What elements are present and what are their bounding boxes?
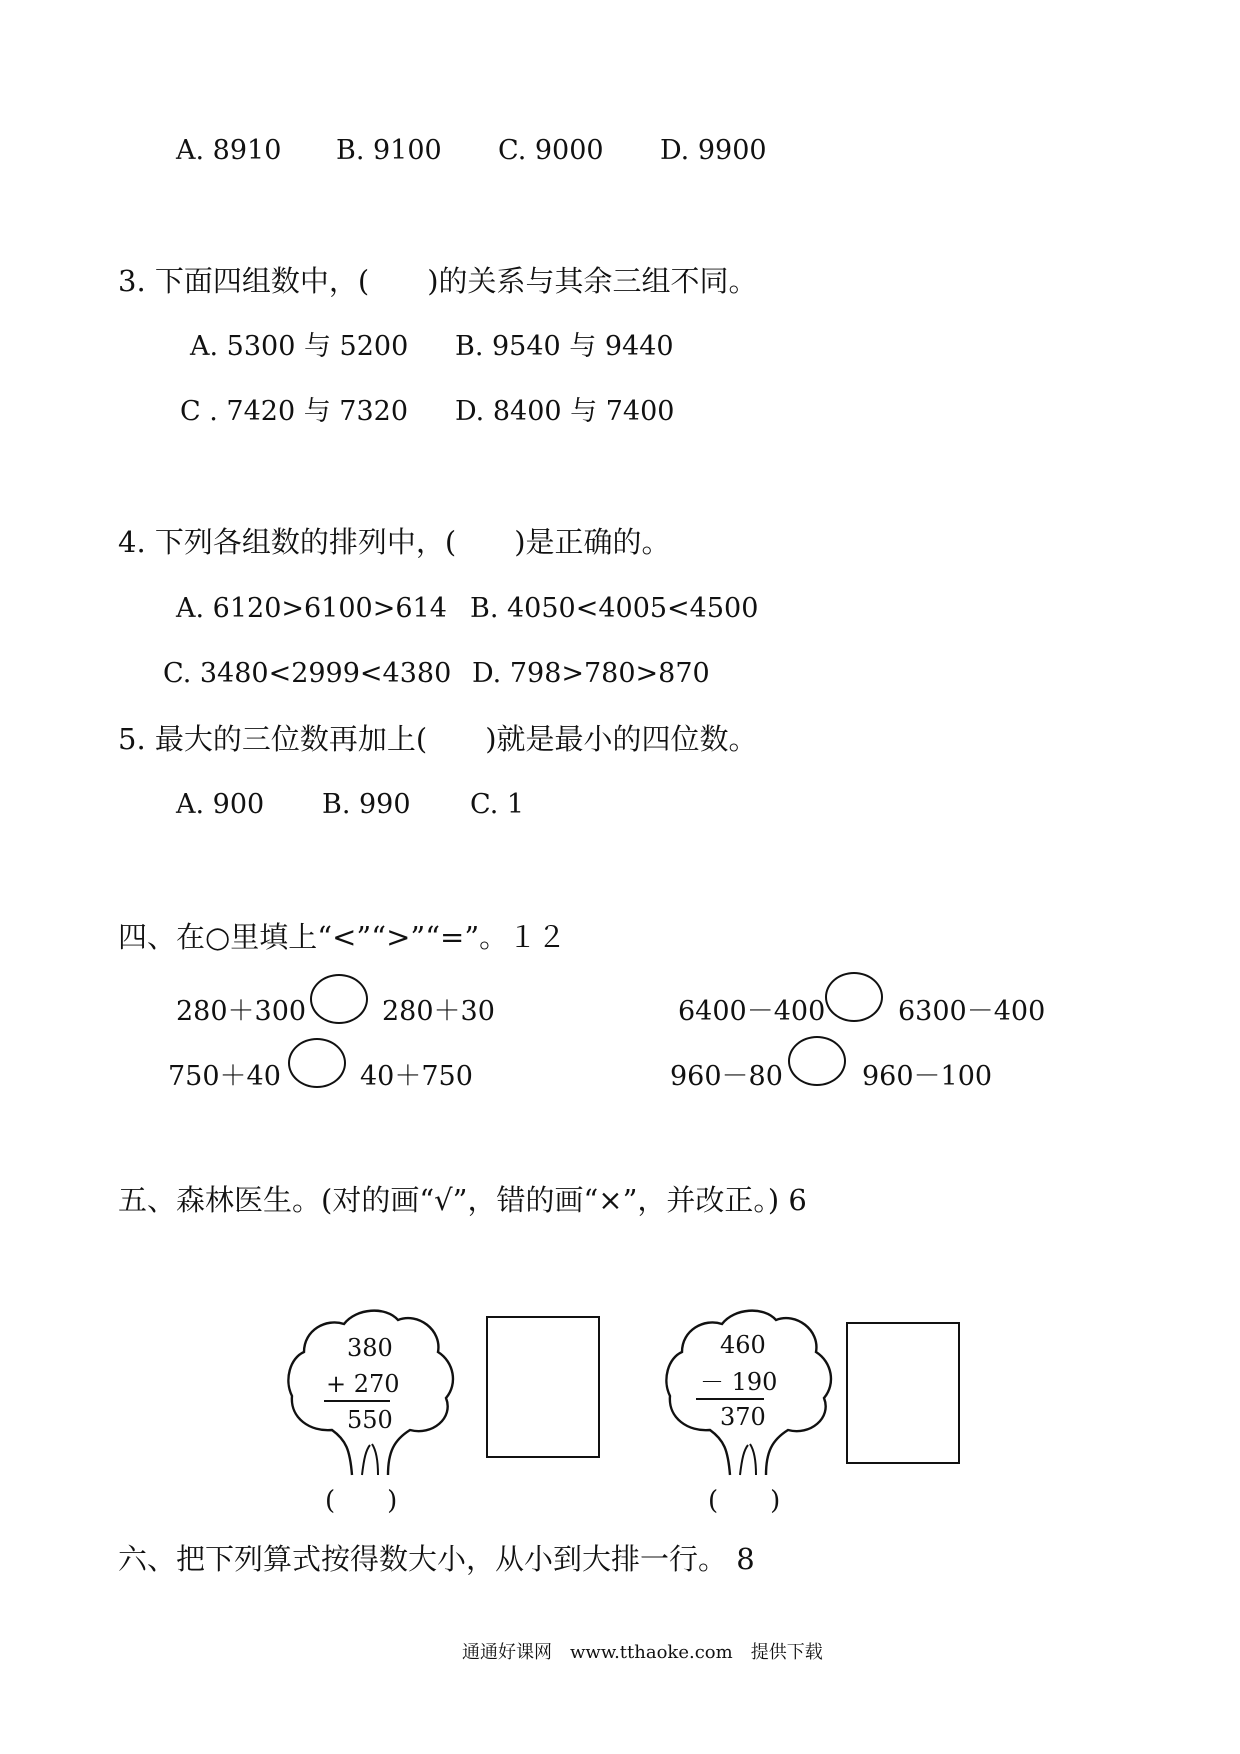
compare-circle-2[interactable] bbox=[825, 972, 883, 1022]
q4-option-a: A. 6120>6100>614 bbox=[176, 593, 447, 624]
tree2-correction-box[interactable] bbox=[846, 1322, 960, 1464]
q2-option-d: D. 9900 bbox=[660, 135, 767, 166]
tree1-result: 550 bbox=[347, 1406, 393, 1434]
compare-circle-4[interactable] bbox=[788, 1036, 846, 1086]
footer-source: 通通好课网 www.tthaoke.com 提供下载 bbox=[462, 1642, 823, 1663]
compare-circle-3[interactable] bbox=[288, 1038, 346, 1088]
tree1-divider bbox=[324, 1400, 390, 1402]
q5-question: 5. 最大的三位数再加上( )就是最小的四位数。 bbox=[118, 722, 758, 756]
q4-option-c: C. 3480<2999<4380 bbox=[163, 658, 452, 689]
compare-circle-1[interactable] bbox=[310, 974, 368, 1024]
tree2-result: 370 bbox=[720, 1403, 766, 1431]
q5-option-a: A. 900 bbox=[176, 789, 265, 820]
tree2-divider bbox=[696, 1398, 764, 1400]
q5-option-c: C. 1 bbox=[470, 789, 525, 820]
section6-heading: 六、把下列算式按得数大小，从小到大排一行。 8 bbox=[118, 1542, 755, 1576]
compare-right-4: 960－100 bbox=[862, 1061, 993, 1092]
section4-heading: 四、在○里填上“<”“>”“=”。１２ bbox=[118, 920, 567, 954]
q5-option-b: B. 990 bbox=[322, 789, 411, 820]
q3-option-c: C . 7420 与 7320 bbox=[180, 396, 408, 427]
compare-left-3: 750＋40 bbox=[168, 1061, 281, 1092]
section5-heading: 五、森林医生。(对的画“√”，错的画“×”，并改正。) 6 bbox=[118, 1183, 807, 1217]
q3-question: 3. 下面四组数中，( )的关系与其余三组不同。 bbox=[118, 264, 758, 298]
q2-option-a: A. 8910 bbox=[176, 135, 282, 166]
compare-left-2: 6400－400 bbox=[678, 996, 826, 1027]
q3-option-b: B. 9540 与 9440 bbox=[455, 331, 674, 362]
compare-right-1: 280＋30 bbox=[382, 996, 495, 1027]
compare-right-2: 6300－400 bbox=[898, 996, 1046, 1027]
q3-option-d: D. 8400 与 7400 bbox=[455, 396, 675, 427]
tree1-top-number: 380 bbox=[347, 1334, 393, 1362]
q4-option-d: D. 798>780>870 bbox=[472, 658, 710, 689]
tree1-correction-box[interactable] bbox=[486, 1316, 600, 1458]
tree1-operation: + 270 bbox=[326, 1370, 400, 1398]
q3-option-a: A. 5300 与 5200 bbox=[190, 331, 409, 362]
tree1-judgement-parens[interactable]: ( ) bbox=[325, 1486, 398, 1516]
q4-question: 4. 下列各组数的排列中，( )是正确的。 bbox=[118, 525, 671, 559]
tree2-operation: － 190 bbox=[700, 1368, 778, 1396]
compare-left-4: 960－80 bbox=[670, 1061, 783, 1092]
tree2-top-number: 460 bbox=[720, 1331, 766, 1359]
compare-left-1: 280＋300 bbox=[176, 996, 307, 1027]
q4-option-b: B. 4050<4005<4500 bbox=[470, 593, 759, 624]
q2-option-c: C. 9000 bbox=[498, 135, 604, 166]
tree2-judgement-parens[interactable]: ( ) bbox=[708, 1486, 781, 1516]
q2-option-b: B. 9100 bbox=[336, 135, 442, 166]
compare-right-3: 40＋750 bbox=[360, 1061, 473, 1092]
